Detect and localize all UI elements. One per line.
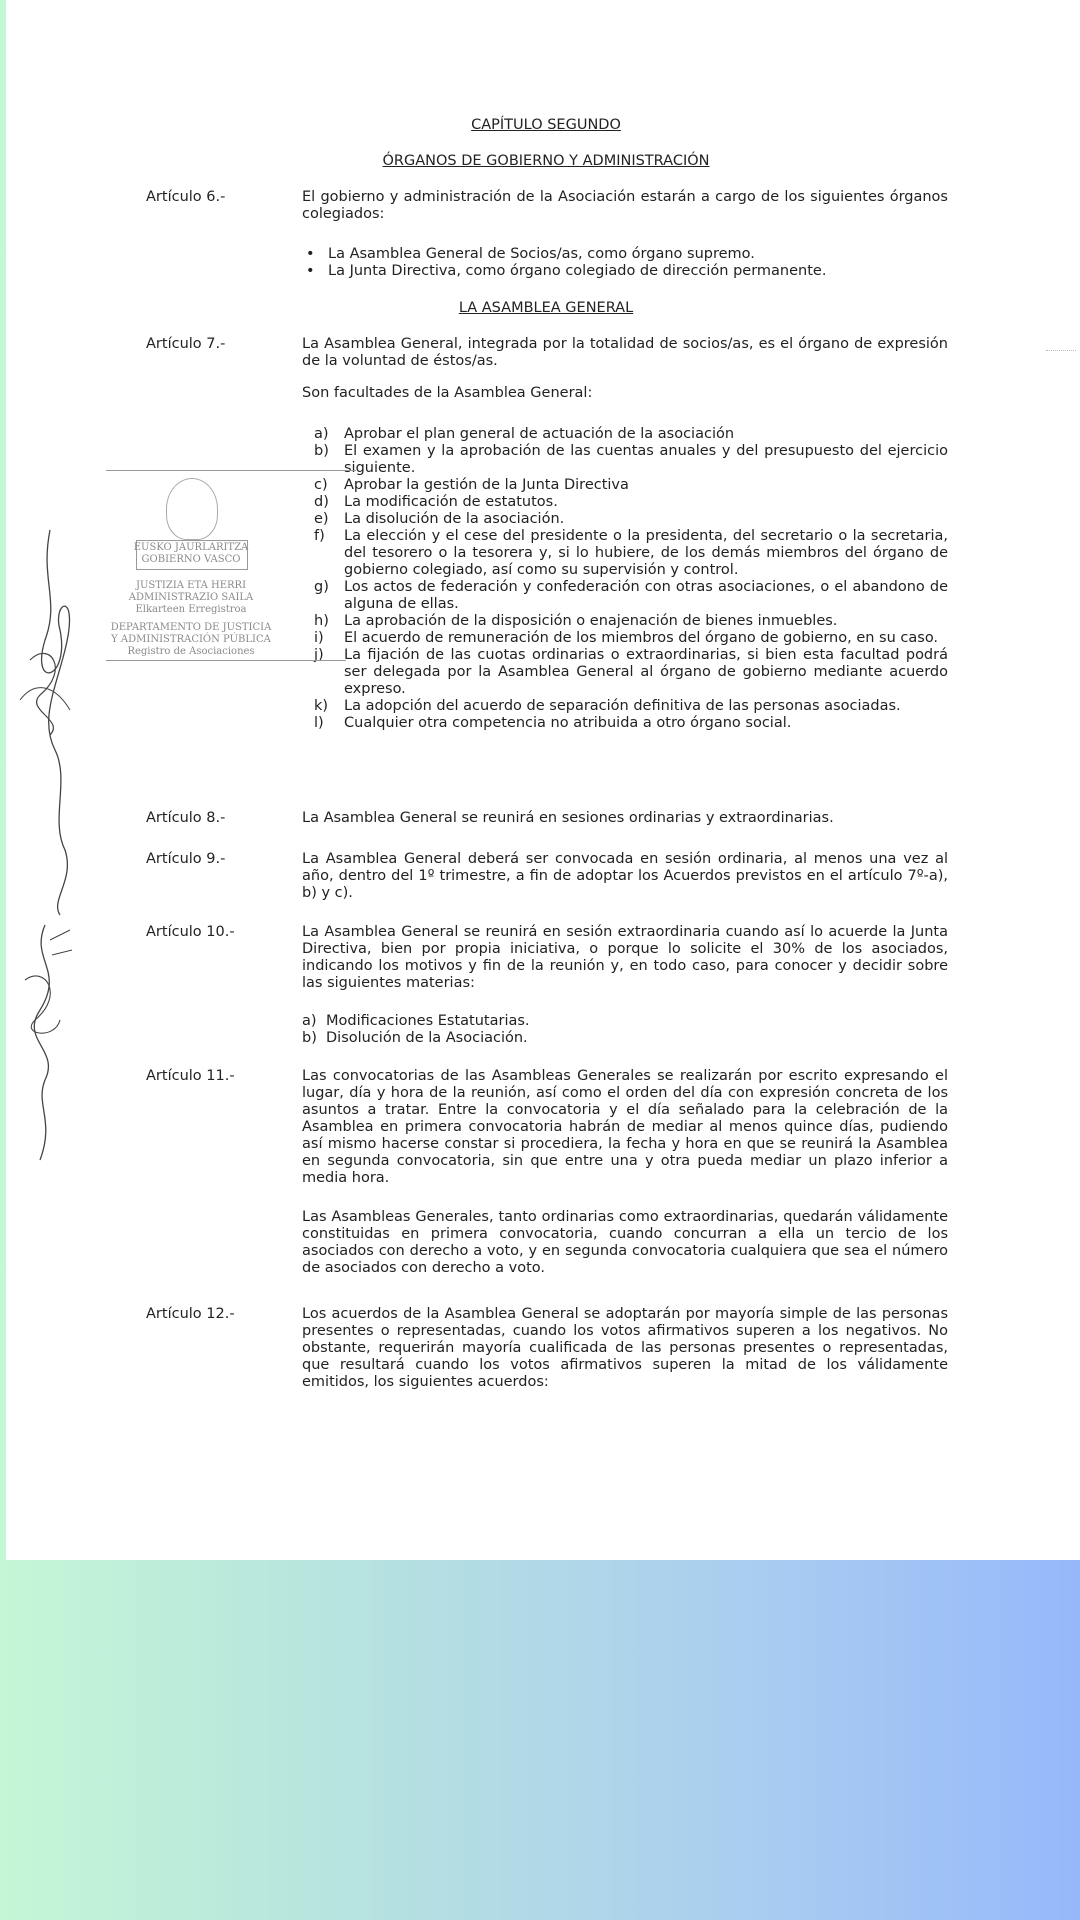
list-item xyxy=(314,443,948,477)
list-marker: c) xyxy=(314,477,328,493)
article-11-paragraph-2: Las Asambleas Generales, tanto ordinarias como extraordinarias, quedarán válidamente constituidas en primera convocatoria, cuando concurran a ella un tercio de los asociados con derecho a voto, y en segunda convocatoria cualquiera que sea el número de asociados con derecho a voto. xyxy=(302,1209,948,1276)
list-marker: i) xyxy=(314,630,324,646)
list-marker: l) xyxy=(314,715,324,731)
stamp-line-1: EUSKO JAURLARITZA xyxy=(133,542,249,553)
list-marker: e) xyxy=(314,511,329,527)
article-11-label: Artículo 11.- xyxy=(146,1068,235,1084)
list-item xyxy=(314,647,948,698)
signature-2-icon xyxy=(10,920,80,1170)
list-text: La disolución de la asociación. xyxy=(344,511,565,527)
bullet-item xyxy=(306,246,946,263)
article-12-text: Los acuerdos de la Asamblea General se adoptarán por mayoría simple de las personas presentes o representadas, cuando los votos afirmativos superen a los negativos. No obstante, requerirán mayoría cualificada de las personas presentes o representadas, que resultará cuando los votos afirmativos superen la mitad de los válidamente emitidos, los siguientes acuerdos: xyxy=(302,1306,948,1390)
article-6-bullets xyxy=(306,246,946,280)
list-item xyxy=(314,698,948,715)
article-8-text: La Asamblea General se reunirá en sesiones ordinarias y extraordinarias. xyxy=(302,810,834,826)
list-item xyxy=(314,426,948,443)
list-text: El acuerdo de remuneración de los miembros del órgano de gobierno, en su caso. xyxy=(344,630,939,646)
article-7-list xyxy=(314,426,948,732)
document-page xyxy=(6,0,1080,1560)
article-12-label: Artículo 12.- xyxy=(146,1306,235,1322)
stamp-line-3: JUSTIZIA ETA HERRI xyxy=(135,580,247,591)
list-text: Los actos de federación y confederación con otras asociaciones, o el abandono de alguna de ellas. xyxy=(344,579,948,612)
list-text: La elección y el cese del presidente o la presidenta, del secretario o la secretaria, del tesorero o la tesorera y, si lo hubiere, de los demás miembros del órgano de gobierno colegiado, así como su supervisión y control. xyxy=(344,528,948,578)
list-item xyxy=(314,715,948,732)
stamp-line-2: GOBIERNO VASCO xyxy=(141,554,241,565)
list-text: La aprobación de la disposición o enajenación de bienes inmuebles. xyxy=(344,613,838,629)
list-marker: a) xyxy=(302,1013,317,1029)
list-item xyxy=(302,1030,942,1047)
list-item xyxy=(314,511,948,528)
bullet-text: La Asamblea General de Socios/as, como órgano supremo. xyxy=(328,246,755,262)
list-item xyxy=(302,1013,942,1030)
stamp-line-7: Y ADMINISTRACIÓN PÚBLICA xyxy=(111,634,271,645)
list-marker: f) xyxy=(314,528,325,544)
stamp-bottom-line xyxy=(106,660,346,661)
document-body xyxy=(6,0,1080,1560)
list-text: Aprobar la gestión de la Junta Directiva xyxy=(344,477,629,493)
list-item xyxy=(314,528,948,579)
article-11-paragraph-1: Las convocatorias de las Asambleas Generales se realizarán por escrito expresando el lugar, día y hora de la reunión, así como el orden del día con expresión concreta de los asuntos a tratar. Entre la convocatoria y el día señalado para la celebración de la Asamblea en primera convocatoria habrán de mediar al menos quince días, pudiendo así mismo hacerse constar si procediera, la fecha y hora en que se reunirá la Asamblea en segunda convocatoria, sin que entre una y otra pueda mediar un plazo inferior a media hora. xyxy=(302,1068,948,1186)
list-item xyxy=(314,494,948,511)
stamp-line-4: ADMINISTRAZIO SAILA xyxy=(128,592,254,603)
article-6-paragraph: El gobierno y administración de la Asociación estarán a cargo de los siguientes órganos colegiados: xyxy=(302,189,948,222)
bullet-icon: • xyxy=(306,263,315,279)
subheading: LA ASAMBLEA GENERAL xyxy=(458,300,634,316)
article-7-paragraph-2: Son facultades de la Asamblea General: xyxy=(302,385,593,401)
article-7-text xyxy=(302,336,948,402)
article-8-label: Artículo 8.- xyxy=(146,810,226,826)
coat-of-arms-icon xyxy=(166,478,218,540)
list-marker: a) xyxy=(314,426,329,442)
list-text: Aprobar el plan general de actuación de la asociación xyxy=(344,426,735,442)
list-item xyxy=(314,630,948,647)
signature-1-icon xyxy=(10,520,90,920)
list-item xyxy=(314,579,948,613)
list-marker: b) xyxy=(302,1030,317,1046)
article-7-label: Artículo 7.- xyxy=(146,336,226,352)
list-marker: h) xyxy=(314,613,329,629)
list-marker: j) xyxy=(314,647,324,663)
list-text: La fijación de las cuotas ordinarias o extraordinarias, si bien esta facultad podrá ser delegada por la Asamblea General al órgano de gobierno mediante acuerdo expreso. xyxy=(344,647,948,697)
list-text: La adopción del acuerdo de separación definitiva de las personas asociadas. xyxy=(344,698,901,714)
bullet-item xyxy=(306,263,946,280)
list-marker: b) xyxy=(314,443,329,459)
margin-mark xyxy=(1046,350,1076,351)
bullet-icon: • xyxy=(306,246,315,262)
article-10-label: Artículo 10.- xyxy=(146,924,235,940)
article-11-text xyxy=(302,1068,948,1277)
article-10-text: La Asamblea General se reunirá en sesión extraordinaria cuando así lo acuerde la Junta Directiva, bien por propia iniciativa, o porque lo solicite el 30% de los asociados, indicando los motivos y fin de la reunión y, en todo caso, para conocer y decidir sobre las siguientes materias: xyxy=(302,924,948,991)
list-marker: g) xyxy=(314,579,329,595)
article-9-label: Artículo 9.- xyxy=(146,851,226,867)
list-marker: k) xyxy=(314,698,329,714)
stamp-line-5: Elkarteen Erregistroa xyxy=(135,604,247,615)
list-text: El examen y la aprobación de las cuentas anuales y del presupuesto del ejercicio siguiente. xyxy=(344,443,948,476)
list-text: Modificaciones Estatutarias. xyxy=(326,1013,530,1029)
registry-stamp xyxy=(106,470,356,660)
list-marker: d) xyxy=(314,494,329,510)
list-text: La modificación de estatutos. xyxy=(344,494,558,510)
list-item xyxy=(314,613,948,630)
article-6-text xyxy=(302,189,948,223)
bullet-text: La Junta Directiva, como órgano colegiado de dirección permanente. xyxy=(328,263,827,279)
stamp-top-line xyxy=(106,470,356,471)
article-6-label: Artículo 6.- xyxy=(146,189,226,205)
stamp-line-6: DEPARTAMENTO DE JUSTICIA xyxy=(110,622,272,633)
article-9-text: La Asamblea General deberá ser convocada en sesión ordinaria, al menos una vez al año, dentro del 1º trimestre, a fin de adoptar los Acuerdos previstos en el artículo 7º-a), b) y c). xyxy=(302,851,948,901)
chapter-heading: CAPÍTULO SEGUNDO xyxy=(471,117,621,133)
list-text: Disolución de la Asociación. xyxy=(326,1030,528,1046)
section-heading: ÓRGANOS DE GOBIERNO Y ADMINISTRACIÓN xyxy=(382,153,710,169)
list-text: Cualquier otra competencia no atribuida a otro órgano social. xyxy=(344,715,792,731)
article-10-list xyxy=(302,1013,942,1047)
list-item xyxy=(314,477,948,494)
article-7-paragraph-1: La Asamblea General, integrada por la totalidad de socios/as, es el órgano de expresión de la voluntad de éstos/as. xyxy=(302,336,948,369)
stamp-line-8: Registro de Asociaciones xyxy=(127,646,255,657)
